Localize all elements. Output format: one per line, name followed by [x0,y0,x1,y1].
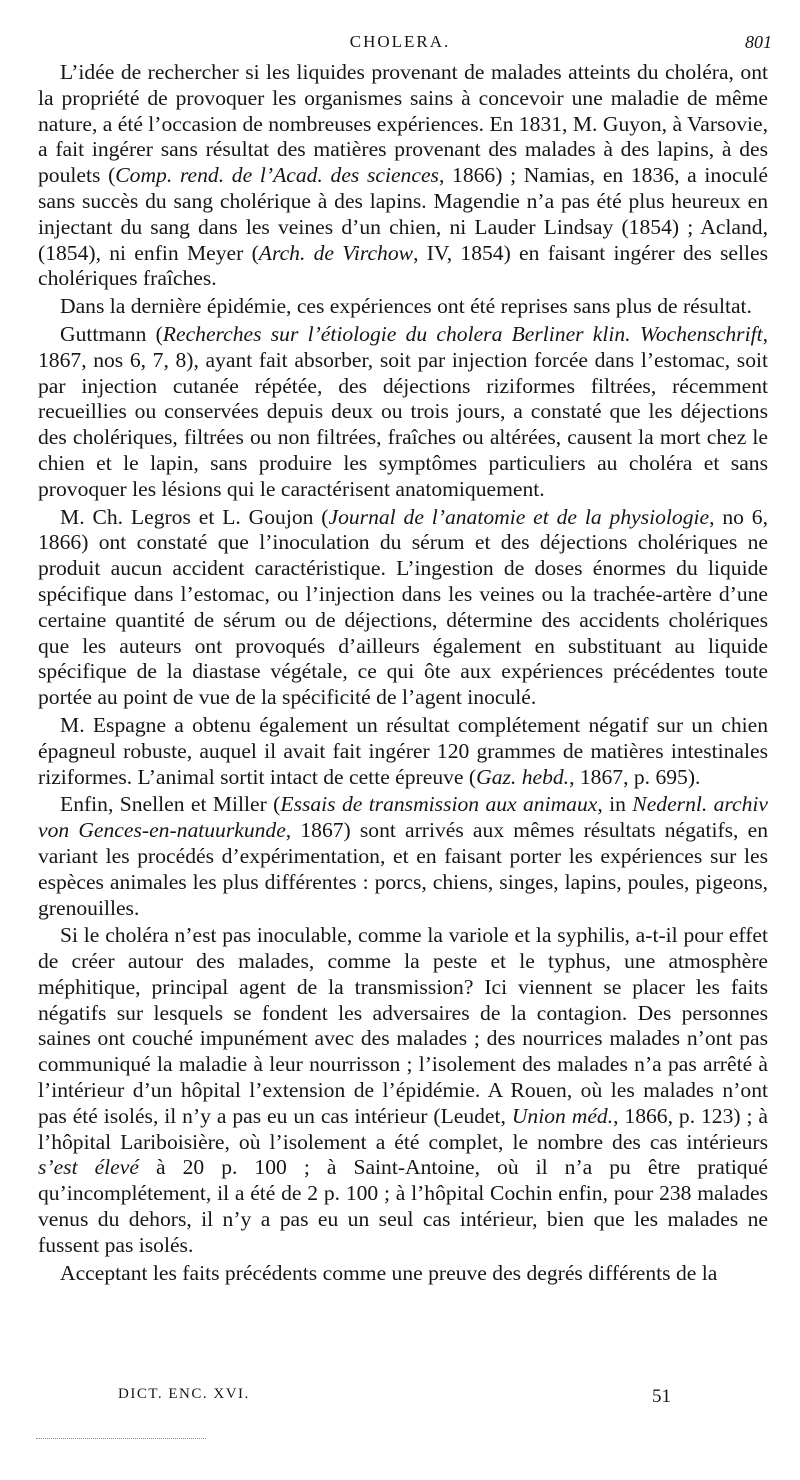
page-number: 801 [745,32,772,52]
text-run: Si le choléra n’est pas inoculable, comme la variole et la syphilis, a-t-il pour effet de créer autour des malades, comme la peste et le typhus, une atmosphère méphitique, principal agent de la transmission? Ici viennent se placer les faits négatifs sur lesquels se fondent les adversaires de la contagion. Des personnes saines ont couché impunément avec des malades ; des nourrices malades n’ont pas communiqué la maladie à leur nourrisson ; l’isolement des malades n’a pas arrêté à l’intérieur d’un hôpital l’extension de l’épidémie. A Rouen, où les malades n’ont pas été isolés, il n’y a pas eu un cas intérieur (Leudet, [38,923,768,1128]
paragraph [38,923,768,1258]
paragraph [38,792,768,921]
text-run: , 1867, nos 6, 7, 8), ayant fait absorber, soit par injection forcée dans l’estomac, soit par injection cutanée répétée, des déjections riziformes filtrées, récemment recueillies ou conservées depuis deux ou trois jours, a constaté que les déjections des cholériques, filtrées ou non filtrées, fraîches ou altérées, causent la mort chez le chien et le lapin, sans produire les symptômes particuliers au choléra et sans provoquer les lésions qui le caractérisent anatomiquement. [38,321,768,501]
text-run: Acceptant les faits précédents comme une preuve des degrés différents de la [60,1260,718,1285]
italic-citation: s’est élevé [38,1155,139,1180]
body-text [38,60,768,1288]
italic-citation: Essais de transmission aux animaux [280,792,598,817]
text-run: , no 6, 1866) ont constaté que l’inoculation du sérum et des déjections cholériques ne produit aucun accident caractéristique. L’ingestion de doses énormes du liquide spécifique dans l’estomac, ou l’injection dans les veines ou la trachée-artère d’une certaine quantité de sérum ou de déjections, détermine des accidents cholériques que les auteurs ont provoqués d’ailleurs également en substituant au liquide spécifique de la diastase végétale, ce qui ôte aux expériences précédentes toute portée au point de vue de la spécificité de l’agent inoculé. [38,504,769,710]
italic-citation: Comp. rend. de l’Acad. des sciences [115,163,439,188]
paragraph [38,60,768,292]
running-title: CHOLERA. [349,32,451,51]
text-run: , 1867) sont arrivés aux mêmes résultats négatifs, en variant les procédés d’expérimentation, et en faisant porter les expériences sur les espèces animales les plus différentes : porcs, chiens, singes, lapins, poules, pigeons, grenouilles. [38,818,768,920]
italic-citation: Recherches sur l’étiologie du cholera Berliner klin. Wochenschrift [162,321,763,346]
footer-signature: DICT. ENC. XVI. [118,1386,250,1402]
page-header [0,26,800,56]
text-run: Guttmann ( [60,321,163,346]
text-run: , 1866) ; Namias, en 1836, a inoculé sans succès du sang cholérique à des lapins. Magendie n’a pas été plus heureux en injectant du sang dans les veines d’un chien, ni Lauder Lindsay (1854) ; Acland, (1854), ni enfin Meyer ( [38,163,768,265]
italic-citation: Union méd. [511,1103,614,1128]
italic-citation: Arch. de Virchow [258,240,414,265]
text-run: Dans la dernière épidémie, ces expériences ont été reprises sans plus de résultat. [60,294,752,319]
paragraph [38,1261,768,1287]
text-run: , 1867, p. 695). [569,764,701,789]
paragraph [38,322,768,503]
text-run: M. Ch. Legros et L. Goujon ( [60,504,329,529]
text-run: Enfin, Snellen et Miller ( [60,792,281,817]
text-run: , 1866, p. 123) ; à l’hôpital Lariboisière, où l’isolement a été complet, le nombre des cas intérieurs [38,1103,768,1154]
italic-citation: Journal de l’anatomie et de la physiologie [328,504,710,529]
paragraph [38,505,768,711]
sheet-number: 51 [652,1386,671,1407]
text-run: à 20 p. 100 ; à Saint-Antoine, où il n’a pu être pratiqué qu’incomplétement, il a été de 2 p. 100 ; à l’hôpital Cochin enfin, pour 238 malades venus du dehors, il n’y a pas eu un seul cas intérieur, bien que les malades ne fussent pas isolés. [38,1155,768,1257]
text-run: L’idée de rechercher si les liquides provenant de malades atteints du choléra, ont la propriété de provoquer les organismes sains à concevoir une maladie de même nature, a été l’occasion de nombreuses expériences. En 1831, M. Guyon, à Varsovie, a fait ingérer sans résultat des matières provenant des malades à des lapins, à des poulets ( [38,60,768,188]
text-run: , IV, 1854) en faisant ingérer des selles cholériques fraîches. [38,240,768,291]
paragraph [38,294,768,320]
page-footer [0,1384,800,1414]
paragraph [38,713,768,790]
italic-citation: Nedernl. archiv von Gences-en-natuurkunde [38,792,768,843]
dotted-rule [36,1438,206,1439]
text-run: M. Espagne a obtenu également un résultat complétement négatif sur un chien épagneul robuste, auquel il avait fait ingérer 120 grammes de matières intestinales riziformes. L’animal sortit intact de cette épreuve ( [38,712,768,789]
italic-citation: Gaz. hebd. [476,764,570,789]
text-run: , in [597,792,633,817]
